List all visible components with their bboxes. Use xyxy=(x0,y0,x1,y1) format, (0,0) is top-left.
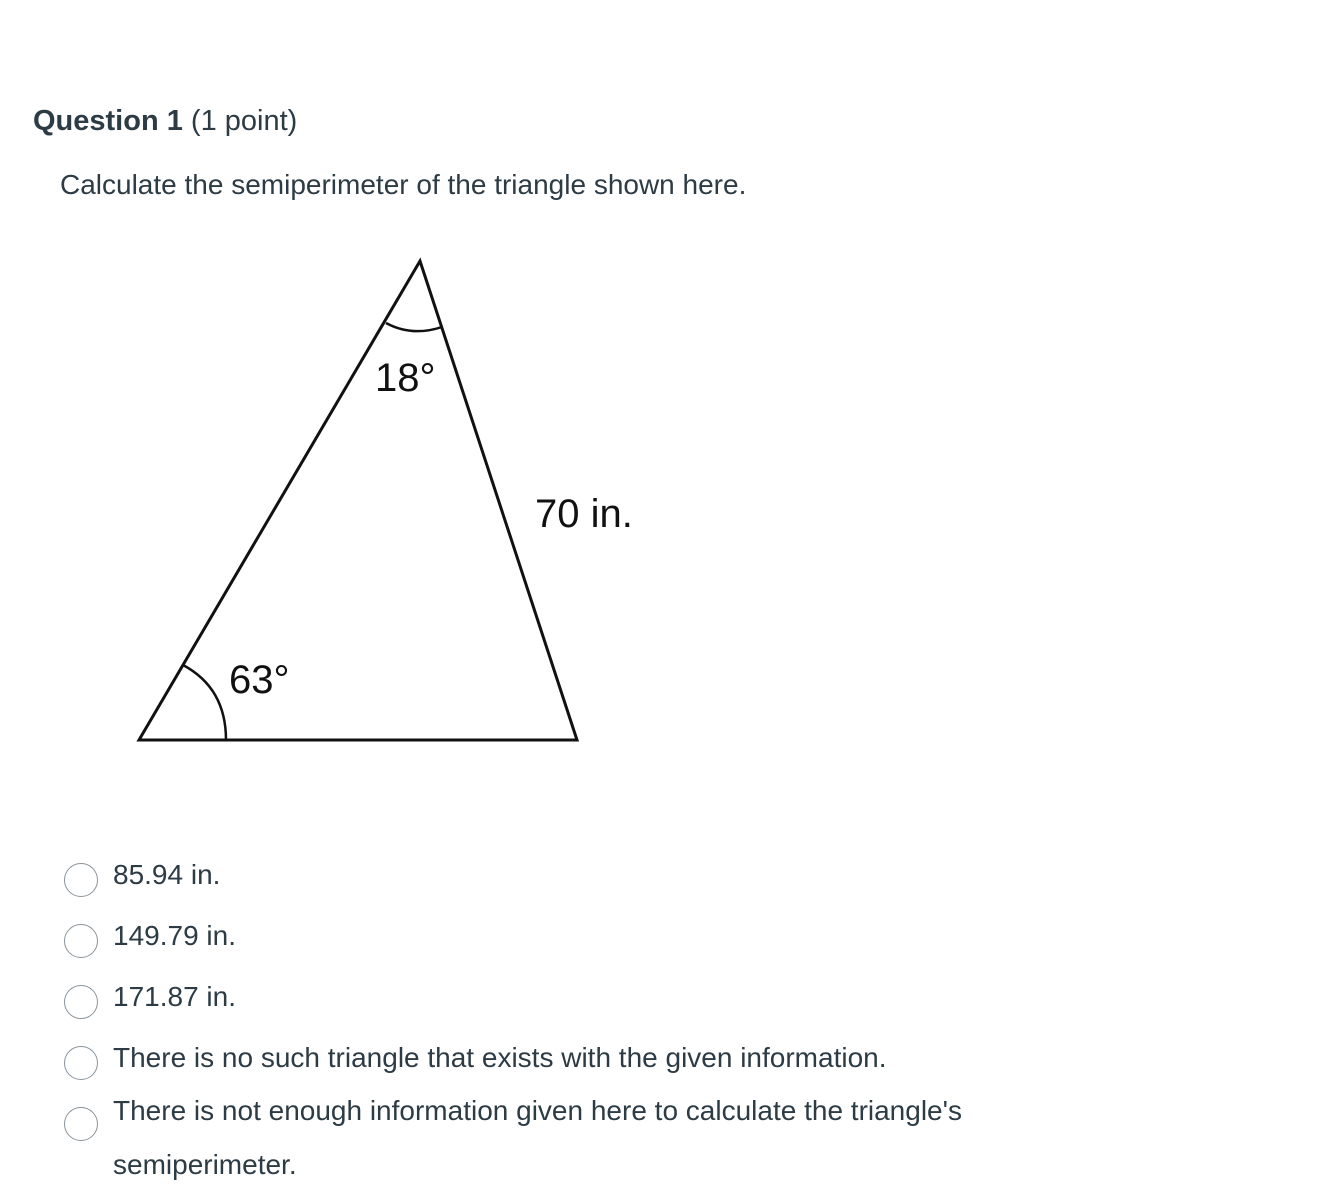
triangle-shape xyxy=(139,261,577,740)
question-prompt: Calculate the semiperimeter of the triangle shown here. xyxy=(60,169,747,200)
question-header xyxy=(33,102,297,140)
radio-button[interactable] xyxy=(64,863,98,897)
radio-button[interactable] xyxy=(64,1046,98,1080)
bottom-left-angle-arc xyxy=(183,665,226,740)
radio-button[interactable] xyxy=(64,1107,98,1141)
answer-option-label[interactable]: There is no such triangle that exists with the given information. xyxy=(113,1042,887,1073)
radio-button[interactable] xyxy=(64,924,98,958)
top-angle-arc xyxy=(386,323,442,331)
top-angle-label: 18° xyxy=(375,356,436,400)
question-points: (1 point) xyxy=(190,105,298,137)
question-title: Question 1 xyxy=(33,105,183,137)
answer-option-label[interactable]: 85.94 in. xyxy=(113,859,221,890)
answer-option-label[interactable]: There is not enough information given here to calculate the triangle's semiperimeter. xyxy=(113,1095,962,1180)
radio-button[interactable] xyxy=(64,985,98,1019)
side-length-label: 70 in. xyxy=(535,492,633,536)
answer-option-label[interactable]: 171.87 in. xyxy=(113,981,236,1012)
bottom-left-angle-label: 63° xyxy=(229,658,290,702)
answer-option-label[interactable]: 149.79 in. xyxy=(113,920,236,951)
